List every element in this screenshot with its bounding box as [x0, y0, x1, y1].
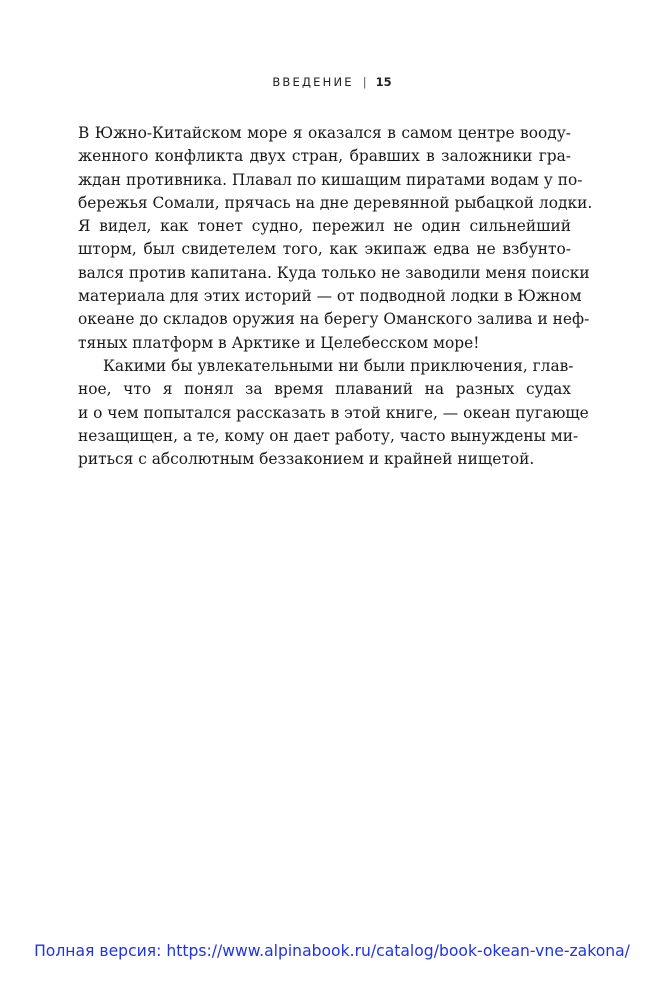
paragraph-1-line-6: шторм, был свидетелем того, как экипаж едва не взбунто- — [78, 240, 571, 259]
paragraph-2-line-5: риться с абсолютным беззаконием и крайней нищетой. — [78, 450, 535, 469]
paragraph-1-line-7: вался против капитана. Куда только не заводили меня поиски — [78, 263, 590, 282]
paragraph-2-line-1: Какими бы увлекательными ни были приключения, глав- — [103, 356, 574, 375]
body-text — [78, 122, 593, 471]
full-version-link[interactable]: Полная версия: https://www.alpinabook.ru/catalog/book-okean-vne-zakona/ — [34, 942, 630, 960]
paragraph-1-line-8: материала для этих историй — от подводной лодки в Южном — [78, 287, 582, 306]
paragraph-1-line-9: океане до складов оружия на берегу Оманского залива и неф- — [78, 310, 590, 329]
paragraph-1-line-10: тяных платформ в Арктике и Целебесском море! — [78, 333, 480, 352]
paragraph-1-line-2: женного конфликта двух стран, бравших в заложники гра- — [78, 147, 571, 166]
running-head — [0, 75, 664, 89]
page-number: 15 — [375, 75, 392, 89]
paragraph-1-line-5: Я видел, как тонет судно, пережил не один сильнейший — [78, 217, 571, 236]
paragraph-2-line-4: незащищен, а те, кому он дает работу, часто вынуждены ми- — [78, 426, 579, 445]
section-title: ВВЕДЕНИЕ — [272, 75, 354, 89]
paragraph-2-line-2: ное, что я понял за время плаваний на разных судах — [78, 380, 571, 399]
paragraph-1-line-1: В Южно-Китайском море я оказался в самом центре вооду- — [78, 124, 571, 142]
paragraph-2-line-3: и о чем попытался рассказать в этой книге, — океан пугающе — [78, 403, 589, 422]
paragraph-1-line-4: бережья Сомали, прячась на дне деревянной рыбацкой лодки. — [78, 193, 593, 212]
header-separator: | — [362, 75, 367, 89]
paragraph-1-line-3: ждан противника. Плавал по кишащим пиратами водам у по- — [78, 170, 583, 189]
